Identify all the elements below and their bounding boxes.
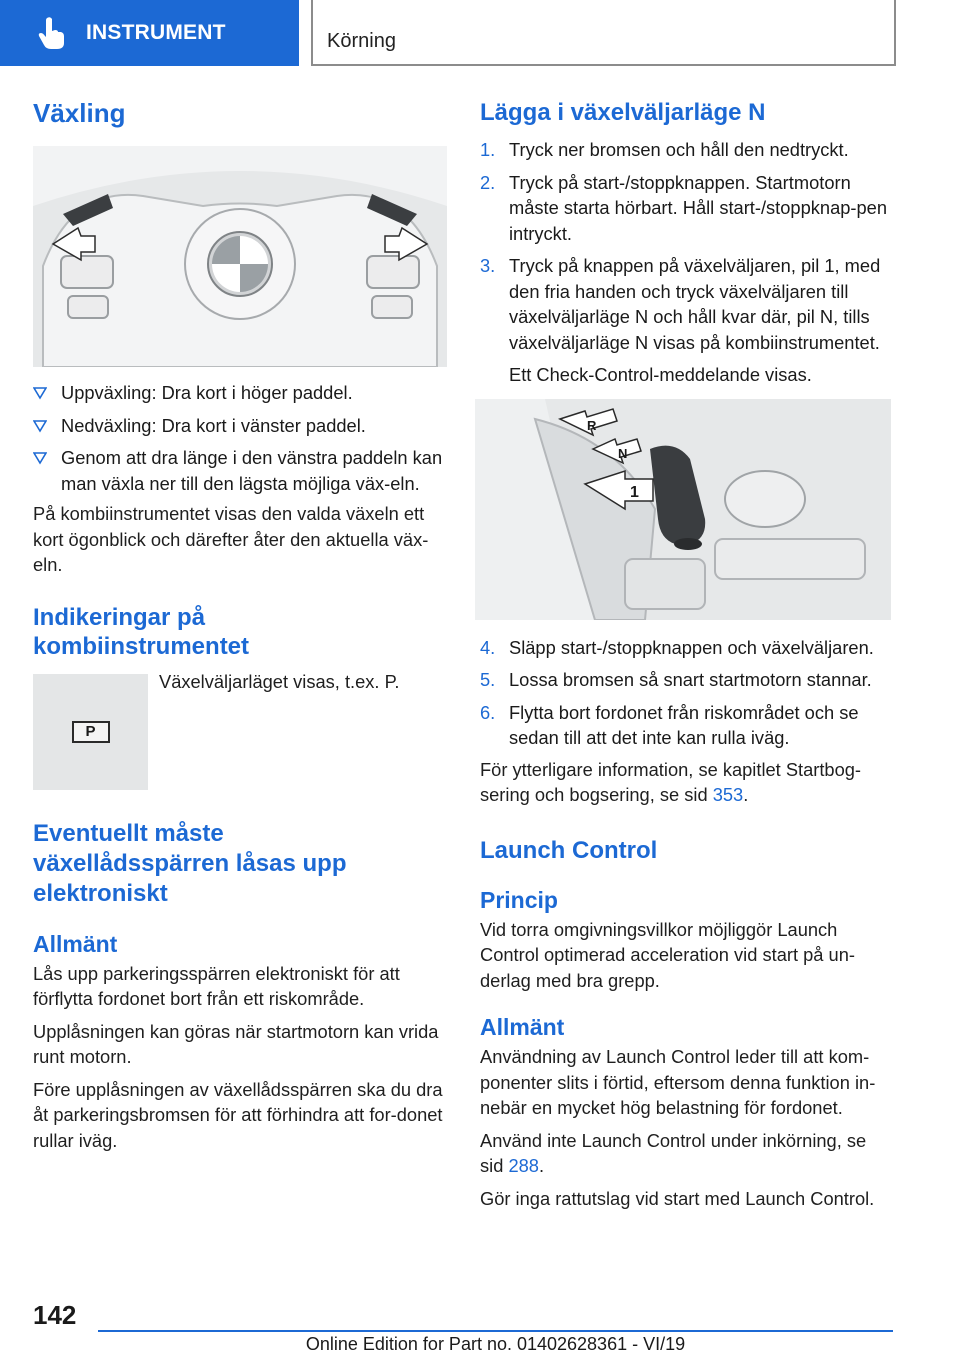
triangle-bullet-icon: [33, 451, 47, 465]
allmant2-p1: Användning av Launch Control leder till att kom-ponenter slits i förtid, eftersom denna funktion in-nebär en mycket hög belastning för fordonet.: [480, 1046, 876, 1118]
lagga-heading: Lägga i växelväljarläge N: [480, 99, 766, 126]
edition-text: Online Edition for Part no. 01402628361 - VI/19: [305, 1334, 686, 1354]
triangle-bullet-icon: [33, 419, 47, 433]
allmant2-p2: Använd inte Launch Control under inkörning, se sid 288.: [480, 1129, 867, 1176]
figure-label-r: R: [587, 417, 597, 433]
indicator-block: [33, 670, 447, 790]
gear-indicator-illustration: [33, 674, 148, 790]
gear-selector-illustration: [475, 399, 891, 620]
list-item: 1. Tryck ner bromsen och håll den nedtryckt.: [480, 139, 849, 160]
step3-note: Ett Check-Control-meddelande visas.: [509, 364, 812, 385]
allmant-p2: Upplåsningen kan göras när startmotorn kan vrida runt motorn.: [33, 1020, 439, 1067]
list-item: 5. Lossa bromsen så snart startmotorn stannar.: [480, 669, 872, 690]
allmant-p1: Lås upp parkeringsspärren elektroniskt för att förflytta fordonet bort från ett riskområde.: [33, 962, 400, 1009]
vaxling-heading: Växling: [33, 98, 126, 128]
princip-text: Vid torra omgivningsvillkor möjliggör Launch Control optimerad acceleration vid start på un-derlag med bra grepp.: [480, 918, 855, 991]
list-item: 6. Flytta bort fordonet från riskområdet och se sedan till att det inte kan rulla iväg.: [480, 701, 859, 748]
section-tab: [0, 0, 299, 66]
indikeringar-text: Växelväljarläget visas, t.ex. P.: [159, 670, 400, 692]
page-number: 142: [33, 1300, 77, 1330]
section-label: INSTRUMENT: [86, 21, 226, 44]
list-item: 4. Släpp start-/stoppknappen och växelväljaren.: [480, 636, 874, 658]
allmant-p3: Före upplåsningen av växellådsspärren ska du dra åt parkeringsbromsen för att förhindra att for-donet rullar iväg.: [33, 1078, 443, 1151]
launch-control-heading: Launch Control: [480, 836, 658, 864]
right-column: [480, 98, 892, 1211]
allmant2-heading: Allmänt: [480, 1014, 565, 1040]
allmant-heading: Allmänt: [33, 930, 118, 957]
list-item: Nedväxling: Dra kort i vänster paddel.: [33, 413, 447, 439]
list-item: 3. Tryck på knappen på växelväljaren, pil 1, med den fria handen och tryck växelväljaren till växelväljarläge N och håll kvar där, pil N, tills växelväljarläge N visas på kombiinstrumentet. Ett Check-Control-meddelande visas.: [480, 253, 892, 388]
allmant2-p3: Gör inga rattutslag vid start med Launch Control.: [480, 1187, 875, 1209]
vaxling-note: På kombiinstrumentet visas den valda växeln ett kort ögonblick och därefter åter den aktuella väx-eln.: [33, 503, 429, 575]
eventuellt-heading: Eventuellt måste växellådsspärren låsas upp elektroniskt: [33, 819, 347, 907]
steps-list-a: [480, 137, 892, 388]
chapter-title: Körning: [327, 30, 396, 52]
list-item: 2. Tryck på start-/stoppknappen. Startmotorn måste starta hörbart. Håll start-/stoppknap-pen intryckt.: [480, 171, 887, 244]
figure-label-n: N: [618, 445, 628, 461]
page-link-288[interactable]: 288: [508, 1155, 539, 1176]
triangle-bullet-icon: [33, 386, 47, 400]
left-column: [33, 98, 447, 1153]
steps-list-b: [480, 635, 892, 751]
pointing-hand-icon: [30, 11, 74, 55]
indikeringar-heading: Indikeringar på kombiinstrumentet: [33, 603, 250, 660]
list-item: Uppväxling: Dra kort i höger paddel.: [33, 380, 447, 406]
list-item: Genom att dra länge i den vänstra paddeln kan man växla ner till den lägsta möjliga väx-eln.: [33, 445, 447, 496]
chapter-tab: [311, 0, 896, 66]
steering-wheel-illustration: [33, 146, 447, 367]
footer-divider: [98, 1330, 893, 1332]
more-info-text: För ytterligare information, se kapitlet Startbog-sering och bogsering, se sid 353.: [480, 758, 862, 805]
gear-indicator-p: P: [72, 721, 110, 743]
shift-bullet-list: [33, 380, 447, 496]
figure-label-1: 1: [630, 483, 639, 501]
princip-heading: Princip: [480, 886, 558, 913]
page-link-353[interactable]: 353: [712, 784, 744, 805]
